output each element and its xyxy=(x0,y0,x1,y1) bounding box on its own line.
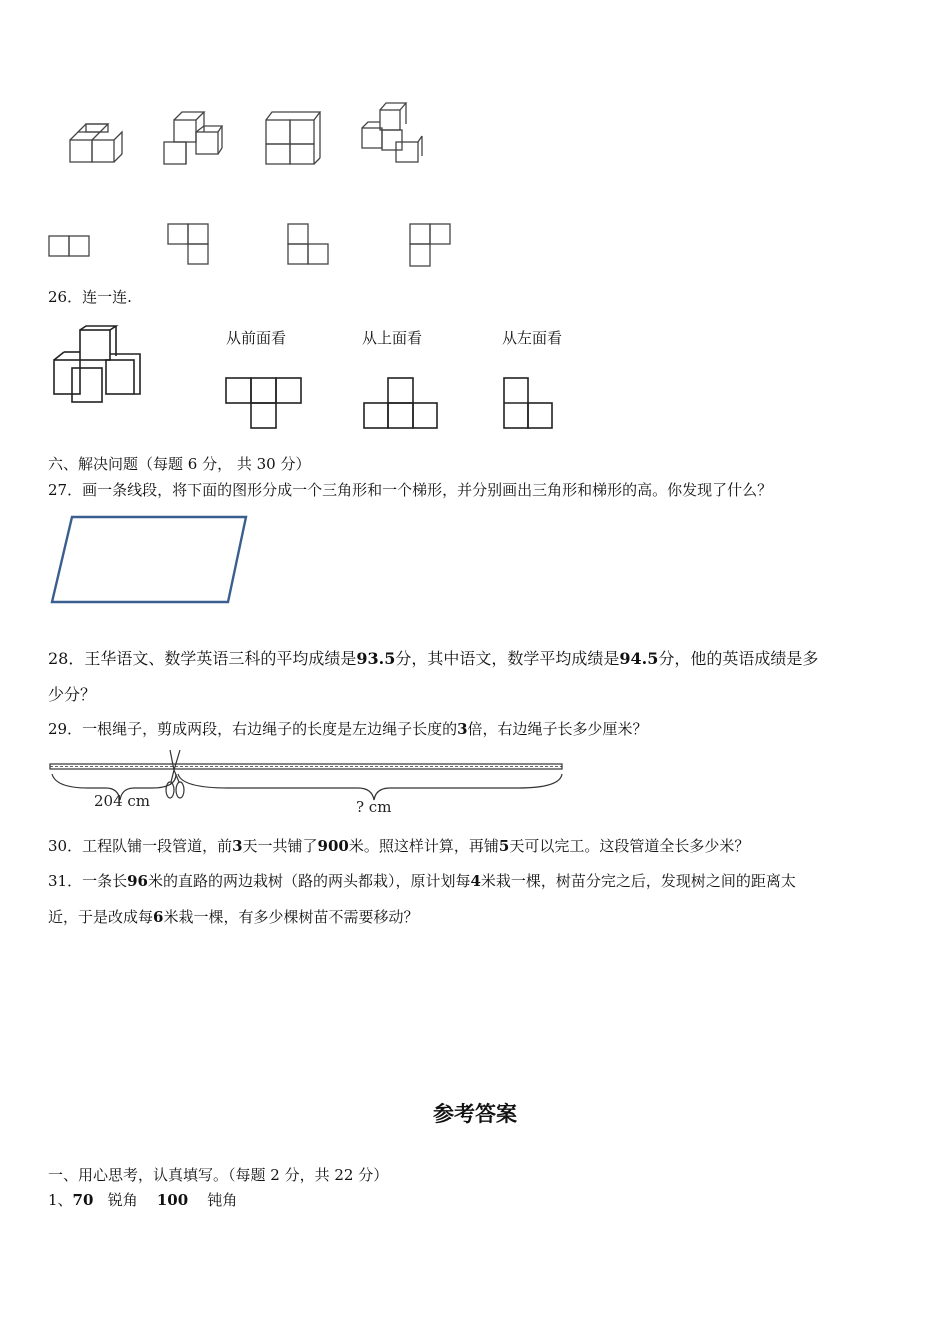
section-heading: 六、解决问题（每题 6 分， 共 30 分） xyxy=(48,455,311,473)
q31-line1 xyxy=(48,870,796,891)
q29-number: 3 xyxy=(457,720,468,738)
q30-number-2: 900 xyxy=(317,837,349,855)
q29-text-a: 29．一根绳子，剪成两段，右边绳子的长度是左边绳子长度的 xyxy=(48,720,458,738)
q28-number-2: 94.5 xyxy=(619,649,659,668)
q29-text xyxy=(48,718,648,739)
q27-text: 27．画一条线段，将下面的图形分成一个三角形和一个梯形，并分别画出三角形和梯形的高。你发现了什么？ xyxy=(48,481,773,499)
cube-solid-a xyxy=(66,118,126,166)
q30-text-b: 天一共铺了 xyxy=(242,837,318,855)
q30-text-d: 天可以完工。这段管道全长多少米？ xyxy=(509,837,750,855)
view-c xyxy=(286,222,332,268)
answer-1-word-2: 钝角 xyxy=(207,1191,238,1209)
q31-text-d: 近，于是改成每 xyxy=(48,908,154,926)
view-label-front: 从前面看 xyxy=(226,329,287,347)
q28-text-b: 分，其中语文，数学平均成绩是 xyxy=(395,649,620,668)
rope-right-label: ? cm xyxy=(356,798,392,816)
left-view-shape xyxy=(502,376,558,432)
view-b xyxy=(166,222,212,268)
q29-text-b: 倍，右边绳子长多少厘米？ xyxy=(467,720,648,738)
q30-text-c: 米。照这样计算，再铺 xyxy=(348,837,499,855)
q28-line1 xyxy=(48,646,818,669)
q28-line2: 少分？ xyxy=(48,685,97,704)
cube-solid-d xyxy=(356,100,426,168)
q26-title: 26．连一连. xyxy=(48,288,132,306)
answer-1-value-2: 100 xyxy=(156,1191,189,1209)
view-label-left: 从左面看 xyxy=(502,329,563,347)
top-view-shape xyxy=(362,376,442,432)
q28-text-a: 28．王华语文、数学英语三科的平均成绩是 xyxy=(48,649,357,668)
cube-solid-b xyxy=(160,106,226,168)
q31-text-b: 米的直路的两边栽树（路的两头都栽），原计划每 xyxy=(147,872,471,890)
answer-1-value-1: 70 xyxy=(72,1191,94,1209)
q30-number-1: 3 xyxy=(232,837,243,855)
q31-number-1: 96 xyxy=(127,872,148,890)
q30-text xyxy=(48,835,749,856)
answers-title: 参考答案 xyxy=(433,1102,517,1126)
answer-1-word-1: 锐角 xyxy=(107,1191,138,1209)
view-d xyxy=(406,222,454,270)
q31-line2 xyxy=(48,906,418,927)
rope-left-label: 204 cm xyxy=(94,792,151,810)
parallelogram xyxy=(48,512,252,608)
q26-solid xyxy=(50,324,150,408)
q31-text-e: 米栽一棵，有多少棵树苗不需要移动？ xyxy=(163,908,419,926)
q31-number-2: 4 xyxy=(470,872,481,890)
rope-diagram xyxy=(48,748,568,818)
answer-1 xyxy=(48,1189,237,1210)
q30-text-a: 30．工程队铺一段管道，前 xyxy=(48,837,233,855)
q31-number-3: 6 xyxy=(153,908,164,926)
q31-text-c: 米栽一棵，树苗分完之后，发现树之间的距离太 xyxy=(480,872,796,890)
q30-number-3: 5 xyxy=(498,837,510,855)
view-a xyxy=(48,234,92,258)
q28-number-1: 93.5 xyxy=(356,649,396,668)
front-view-shape xyxy=(224,376,306,432)
answers-section-heading: 一、用心思考，认真填写。（每题 2 分，共 22 分） xyxy=(48,1166,389,1184)
view-label-top: 从上面看 xyxy=(362,329,423,347)
q28-text-c: 分，他的英语成绩是多 xyxy=(658,649,819,668)
q31-text-a: 31．一条长 xyxy=(48,872,128,890)
cube-solid-c xyxy=(262,108,324,168)
answer-1-prefix: 1、 xyxy=(48,1191,73,1209)
